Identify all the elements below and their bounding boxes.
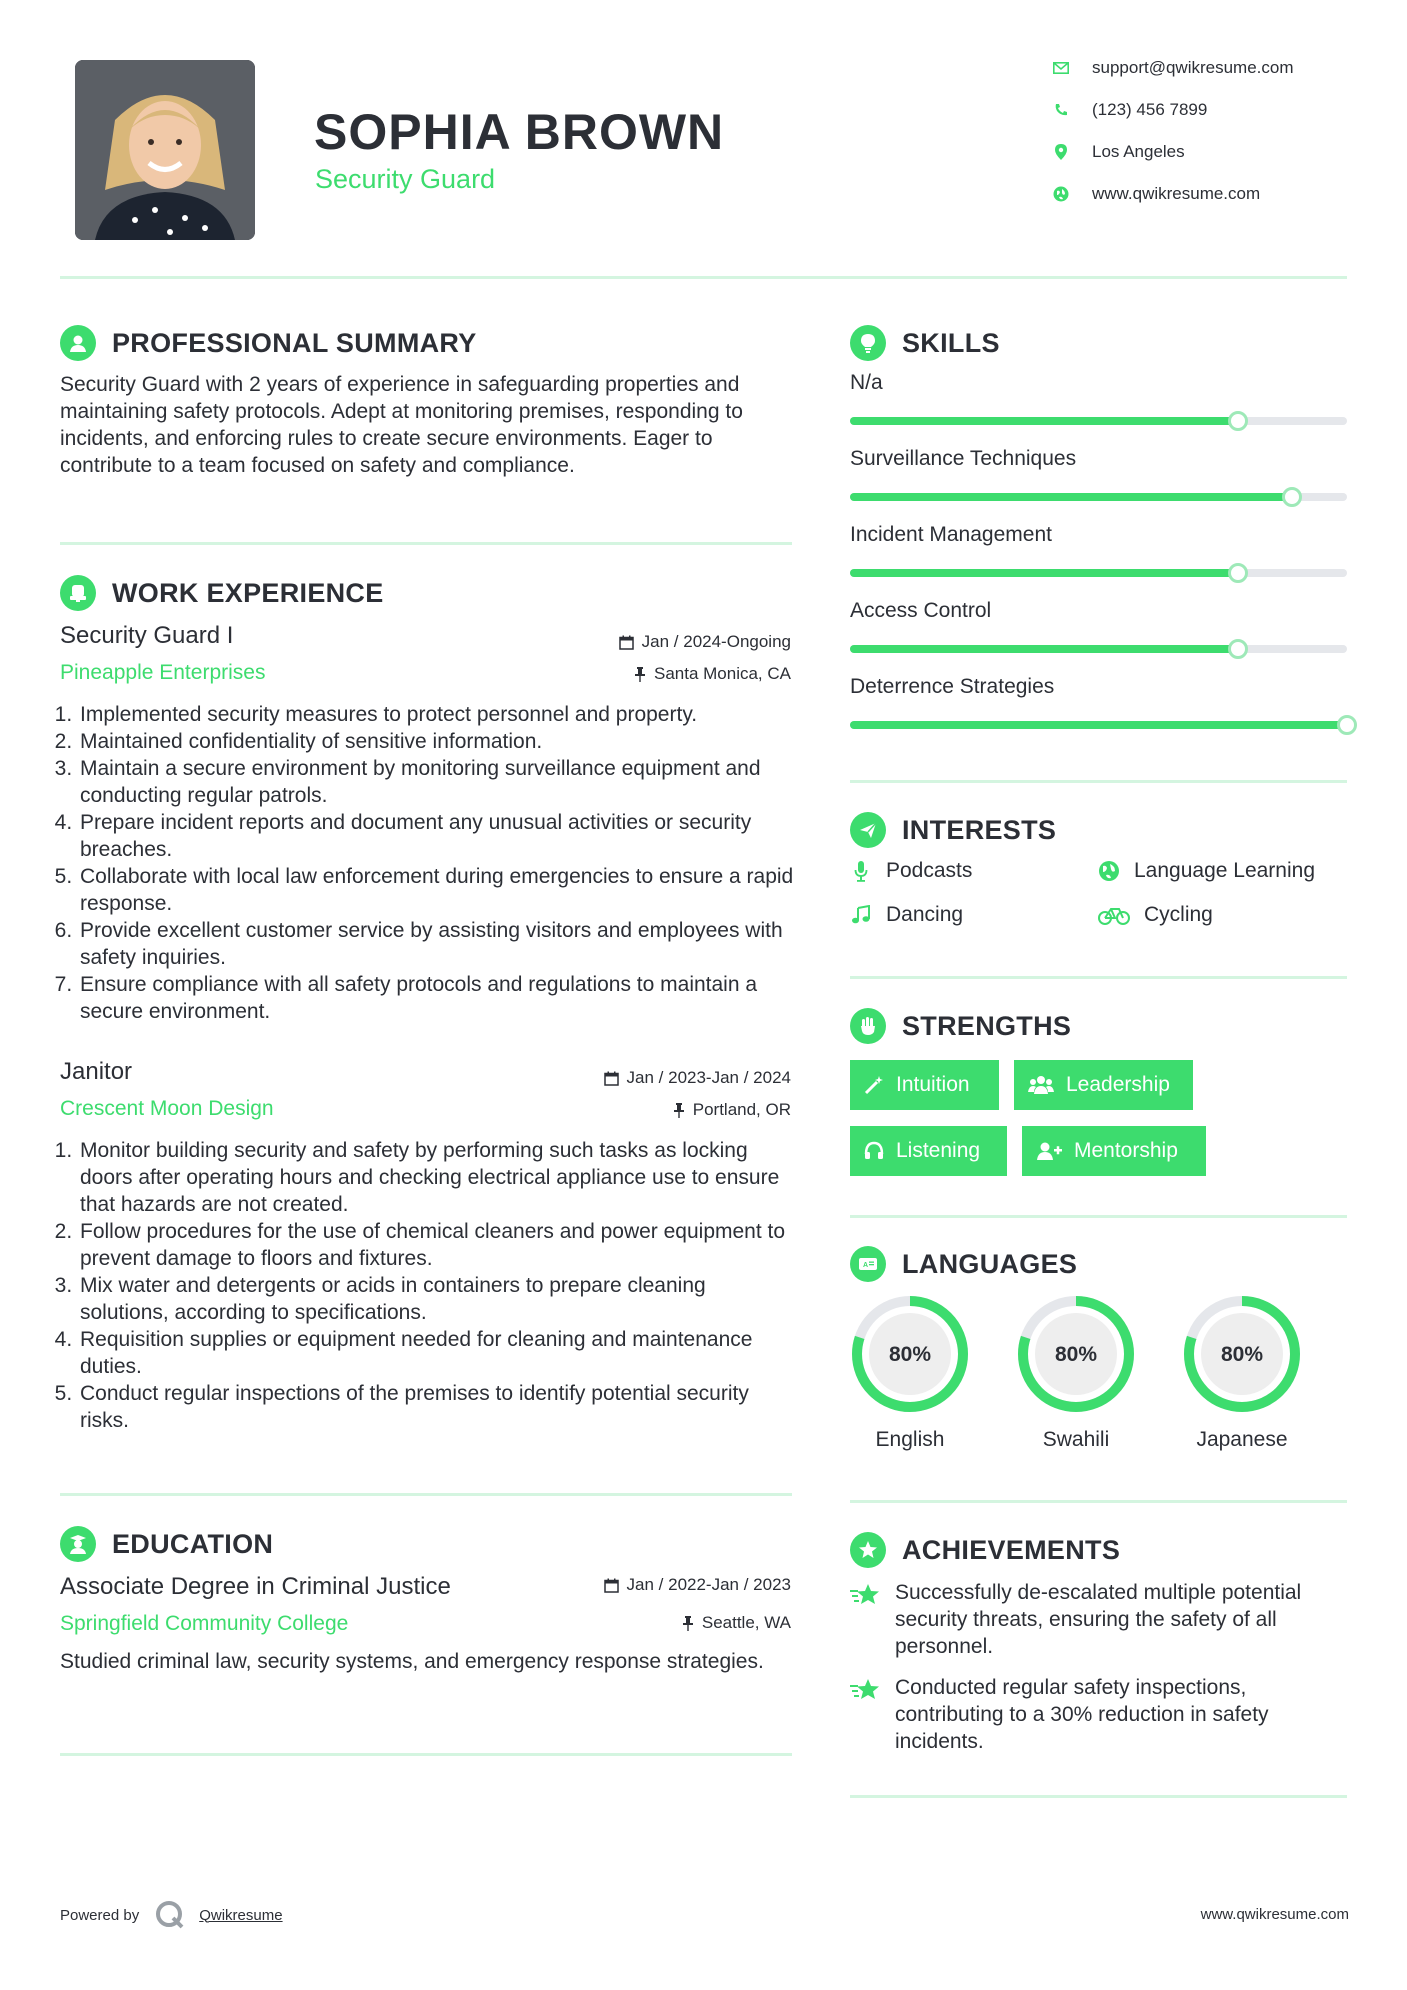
phone-icon [1052, 101, 1070, 119]
language-name: English [875, 1428, 945, 1451]
job-dates-1: Jan / 2024-Ongoing [619, 632, 791, 652]
interest-podcasts: Podcasts [850, 859, 972, 883]
skill-bar-track [850, 645, 1347, 653]
language-name: Japanese [1196, 1428, 1288, 1451]
user-plus-icon [1036, 1141, 1062, 1161]
strengths-divider [850, 1215, 1347, 1218]
job-location-2: Portland, OR [673, 1100, 791, 1120]
hand-icon [850, 1008, 886, 1044]
contact-phone[interactable] [1052, 100, 1352, 120]
list-item: 1. Monitor building security and safety by performing such tasks as locking doors after operating hours and checking electrical appliance use to ensure that hazards are not created. [78, 1137, 800, 1218]
education-divider [60, 1753, 792, 1756]
email-text: support@qwikresume.com [1092, 58, 1294, 77]
job-points-2 [60, 1137, 800, 1434]
list-item: 2. Maintained confidentiality of sensitive information. [78, 728, 800, 755]
skill-bar-fill [850, 493, 1292, 501]
skill-name: Incident Management [850, 523, 1052, 546]
skill-name: Access Control [850, 599, 992, 622]
interest-language-learning: Language Learning [1098, 859, 1315, 883]
list-item: 6. Provide excellent customer service by assisting visitors and employees with safety inquiries. [78, 917, 800, 971]
list-item: 7. Ensure compliance with all safety protocols and regulations to maintain a secure environment. [78, 971, 800, 1025]
list-item: 3. Mix water and detergents or acids in containers to prepare cleaning solutions, according to specifications. [78, 1272, 800, 1326]
trophy-star-icon [850, 1532, 886, 1568]
lightbulb-icon [850, 325, 886, 361]
skill-bar-fill [850, 569, 1238, 577]
skill-name: Deterrence Strategies [850, 675, 1055, 698]
pushpin-icon [682, 1616, 694, 1631]
skills-divider [850, 780, 1347, 783]
interests-divider [850, 976, 1347, 979]
job-location-1: Santa Monica, CA [634, 664, 791, 684]
job-company-2: Crescent Moon Design [60, 1097, 274, 1120]
briefcase-icon [60, 575, 96, 611]
strengths-header [850, 1008, 1071, 1044]
profile-photo [75, 60, 255, 240]
achievement-item-1: Successfully de-escalated multiple potential security threats, ensuring the safety of all personnel. [850, 1579, 1350, 1660]
list-item: 4. Requisition supplies or equipment needed for cleaning and maintenance duties. [78, 1326, 800, 1380]
languages-title: LANGUAGES [902, 1248, 1078, 1279]
languages-header [850, 1246, 1077, 1282]
strength-listening: Listening [850, 1126, 1007, 1176]
skill-slider-knob [1282, 487, 1302, 507]
achievements-title: ACHIEVEMENTS [902, 1534, 1121, 1565]
strengths-title: STRENGTHS [902, 1010, 1072, 1041]
map-pin-icon [1052, 143, 1070, 161]
skill-bar-fill [850, 417, 1238, 425]
list-item: 5. Collaborate with local law enforcement during emergencies to ensure a rapid response. [78, 863, 800, 917]
job-dates-2: Jan / 2023-Jan / 2024 [604, 1068, 791, 1088]
education-dates: Jan / 2022-Jan / 2023 [604, 1575, 791, 1595]
pushpin-icon [634, 667, 646, 682]
achievement-item-2: Conducted regular safety inspections, contributing to a 30% reduction in safety incidents. [850, 1674, 1350, 1755]
interest-dancing: Dancing [850, 903, 963, 927]
footer-brand-link[interactable]: Qwikresume [199, 1906, 283, 1924]
contact-email[interactable] [1052, 58, 1352, 78]
skill-slider-knob [1228, 411, 1248, 431]
summary-divider [60, 542, 792, 545]
language-ring [1180, 1292, 1304, 1416]
headphones-icon [864, 1141, 884, 1161]
summary-text: Security Guard with 2 years of experience in safeguarding properties and maintaining safety protocols. Adept at monitoring premises, responding to incidents, and enforcing rules to create secure environments. Eager to contribute to a team focused on safety and compliance. [60, 373, 743, 477]
education-header [60, 1526, 273, 1562]
language-name: Swahili [1042, 1428, 1110, 1451]
job-title-2: Janitor [60, 1058, 133, 1085]
magic-wand-icon [864, 1075, 884, 1095]
skill-name: N/a [850, 371, 883, 394]
globe-icon [1052, 185, 1070, 203]
language-ring [1014, 1292, 1138, 1416]
language-percent: 80% [888, 1343, 932, 1366]
list-item: 5. Conduct regular inspections of the premises to identify potential security risks. [78, 1380, 800, 1434]
strength-mentorship: Mentorship [1022, 1126, 1206, 1176]
footer-site[interactable]: www.qwikresume.com [1200, 1906, 1349, 1923]
education-text: Studied criminal law, security systems, and emergency response strategies. [60, 1650, 764, 1673]
calendar-icon [604, 1578, 619, 1593]
job-title-1: Security Guard I [60, 622, 234, 649]
skill-bar-fill [850, 645, 1238, 653]
calendar-icon [604, 1071, 619, 1086]
job-points-1 [60, 701, 800, 1025]
summary-title: PROFESSIONAL SUMMARY [112, 327, 477, 358]
skill-bar-track [850, 493, 1347, 501]
strength-leadership: Leadership [1014, 1060, 1193, 1110]
experience-title: WORK EXPERIENCE [112, 577, 384, 608]
list-item: 1. Implemented security measures to protect personnel and property. [78, 701, 800, 728]
list-item: 4. Prepare incident reports and document any unusual activities or security breaches. [78, 809, 800, 863]
globe-icon [1098, 860, 1120, 882]
skill-bar-track [850, 721, 1347, 729]
degree-title: Associate Degree in Criminal Justice [60, 1573, 451, 1600]
achievements-header [850, 1532, 1120, 1568]
users-icon [1028, 1075, 1054, 1095]
strength-intuition: Intuition [850, 1060, 999, 1110]
education-location: Seattle, WA [682, 1613, 791, 1633]
skill-slider-knob [1337, 715, 1357, 735]
list-item: 2. Follow procedures for the use of chemical cleaners and power equipment to prevent damage to floors and fixtures. [78, 1218, 800, 1272]
phone-text: (123) 456 7899 [1092, 100, 1208, 119]
interests-title: INTERESTS [902, 814, 1057, 845]
microphone-icon [850, 860, 872, 882]
pushpin-icon [673, 1103, 685, 1118]
star-badge-icon [850, 1579, 895, 1660]
paper-plane-icon [850, 812, 886, 848]
languages-divider [850, 1500, 1347, 1503]
language-card-icon [850, 1246, 886, 1282]
bicycle-icon [1098, 905, 1130, 925]
candidate-name: SOPHIA BROWN [314, 104, 725, 160]
language-ring [848, 1292, 972, 1416]
school-name: Springfield Community College [60, 1612, 349, 1635]
qwikresume-logo-icon [155, 1900, 185, 1930]
skill-slider-knob [1228, 639, 1248, 659]
experience-divider [60, 1493, 792, 1496]
skill-bar-track [850, 569, 1347, 577]
user-icon [60, 325, 96, 361]
achievements-divider [850, 1795, 1347, 1798]
footer-powered-by: Powered by Qwikresume [60, 1900, 283, 1930]
website-text: www.qwikresume.com [1092, 184, 1261, 203]
music-note-icon [850, 905, 872, 925]
skill-bar-track [850, 417, 1347, 425]
star-badge-icon [850, 1674, 895, 1755]
experience-header [60, 575, 384, 611]
calendar-icon [619, 635, 634, 650]
interest-cycling: Cycling [1098, 903, 1213, 927]
graduate-icon [60, 1526, 96, 1562]
skill-bar-fill [850, 721, 1347, 729]
list-item: 3. Maintain a secure environment by monitoring surveillance equipment and conducting regular patrols. [78, 755, 800, 809]
skills-title: SKILLS [902, 327, 1000, 358]
language-percent: 80% [1220, 1343, 1264, 1366]
candidate-role: Security Guard [315, 164, 496, 194]
header-divider [60, 276, 1347, 279]
svg-text:A: A [863, 1262, 869, 1269]
skill-slider-knob [1228, 563, 1248, 583]
summary-header [60, 325, 477, 361]
interests-header [850, 812, 1056, 848]
contact-website[interactable] [1052, 184, 1352, 204]
location-text: Los Angeles [1092, 142, 1185, 161]
education-title: EDUCATION [112, 1528, 274, 1559]
skills-header [850, 325, 1000, 361]
contact-location [1052, 142, 1352, 162]
job-company-1: Pineapple Enterprises [60, 661, 266, 684]
portrait-icon [75, 60, 255, 240]
language-percent: 80% [1054, 1343, 1098, 1366]
skill-name: Surveillance Techniques [850, 447, 1077, 470]
envelope-icon [1052, 59, 1070, 77]
